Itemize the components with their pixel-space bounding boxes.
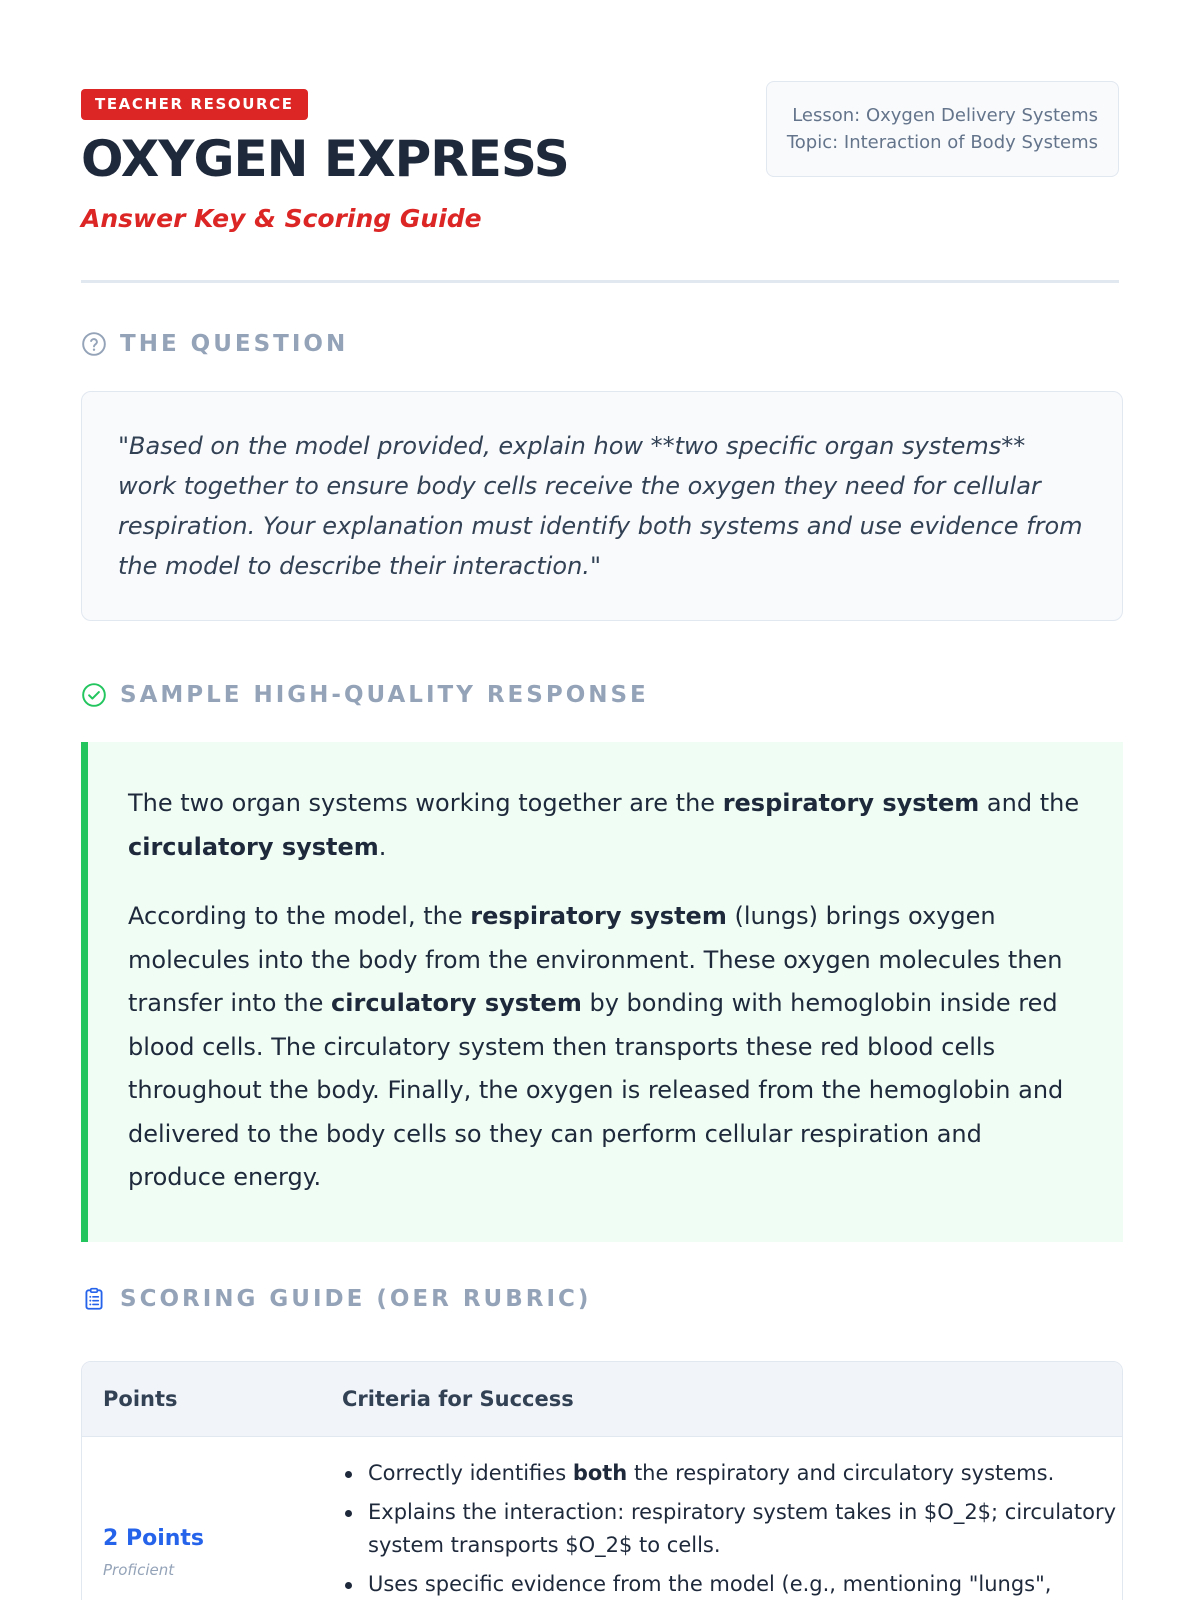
table-header-row — [82, 1362, 1122, 1437]
column-header-points: Points — [103, 1387, 178, 1411]
text-span: Correctly identifies — [368, 1461, 573, 1485]
text-span: and the — [979, 789, 1080, 817]
bold-term: respiratory system — [722, 789, 980, 817]
check-circle-icon — [81, 682, 107, 708]
lesson-label: Lesson: Oxygen Delivery Systems — [792, 105, 1098, 126]
question-heading-label: THE QUESTION — [120, 331, 349, 357]
list-item: Explains the interaction: respiratory system takes in $O_2$; circulatory system transports $O_2$ to cells. — [342, 1496, 1122, 1562]
rubric-table — [81, 1361, 1123, 1600]
response-heading-label: SAMPLE HIGH-QUALITY RESPONSE — [120, 682, 649, 708]
text-span: According to the model, the — [128, 902, 471, 930]
table-row — [82, 1437, 1122, 1600]
clipboard-list-icon — [81, 1286, 107, 1312]
question-box — [81, 391, 1123, 621]
response-section-heading — [81, 682, 649, 708]
question-text: "Based on the model provided, explain how **two specific organ systems** work together to ensure body cells receive the oxygen they need for cellular respiration. Your explanation must identify both systems and use evidence from the model to describe their interaction." — [118, 432, 1083, 580]
rubric-heading-label: SCORING GUIDE (OER RUBRIC) — [120, 1286, 592, 1312]
proficiency-level: Proficient — [103, 1561, 175, 1579]
lesson-meta-box — [766, 81, 1119, 177]
criteria-list — [342, 1457, 1122, 1600]
points-value: 2 Points — [103, 1526, 205, 1551]
question-circle-icon — [81, 331, 107, 357]
column-header-criteria: Criteria for Success — [342, 1387, 574, 1411]
text-span: . — [378, 832, 387, 861]
text-span: the respiratory and circulatory systems. — [627, 1461, 1055, 1485]
bold-term: circulatory system — [128, 832, 379, 861]
points-cell — [82, 1437, 342, 1600]
page-title: OXYGEN EXPRESS — [81, 130, 569, 188]
bold-term: respiratory system — [470, 902, 727, 930]
page-subtitle: Answer Key & Scoring Guide — [81, 204, 482, 233]
list-item: Uses specific evidence from the model (e.g., mentioning "lungs", — [342, 1568, 1122, 1600]
rubric-section-heading — [81, 1286, 591, 1312]
sample-response-box — [81, 742, 1123, 1242]
text-span: by bonding with hemoglobin inside red blood cells. The circulatory system then transports these red blood cells throughout the body. Finally, the oxygen is released from the hemoglobin and delivered to the body cells so they can perform cellular respiration and produce energy. — [128, 989, 1064, 1191]
response-paragraph-1 — [128, 782, 1083, 869]
question-section-heading — [81, 331, 348, 357]
bold-term: both — [572, 1461, 628, 1485]
criteria-cell — [342, 1437, 1122, 1600]
topic-label: Topic: Interaction of Body Systems — [786, 132, 1098, 153]
teacher-resource-badge: TEACHER RESOURCE — [81, 89, 308, 120]
text-span: The two organ systems working together are the — [128, 789, 723, 817]
list-item — [342, 1457, 1122, 1490]
bold-term: circulatory system — [331, 989, 582, 1017]
text-span: (lungs) brings oxygen molecules into the body from the environment. These oxygen molecules then transfer into the — [128, 902, 1063, 1017]
header — [81, 0, 1119, 283]
response-paragraph-2 — [128, 895, 1083, 1200]
